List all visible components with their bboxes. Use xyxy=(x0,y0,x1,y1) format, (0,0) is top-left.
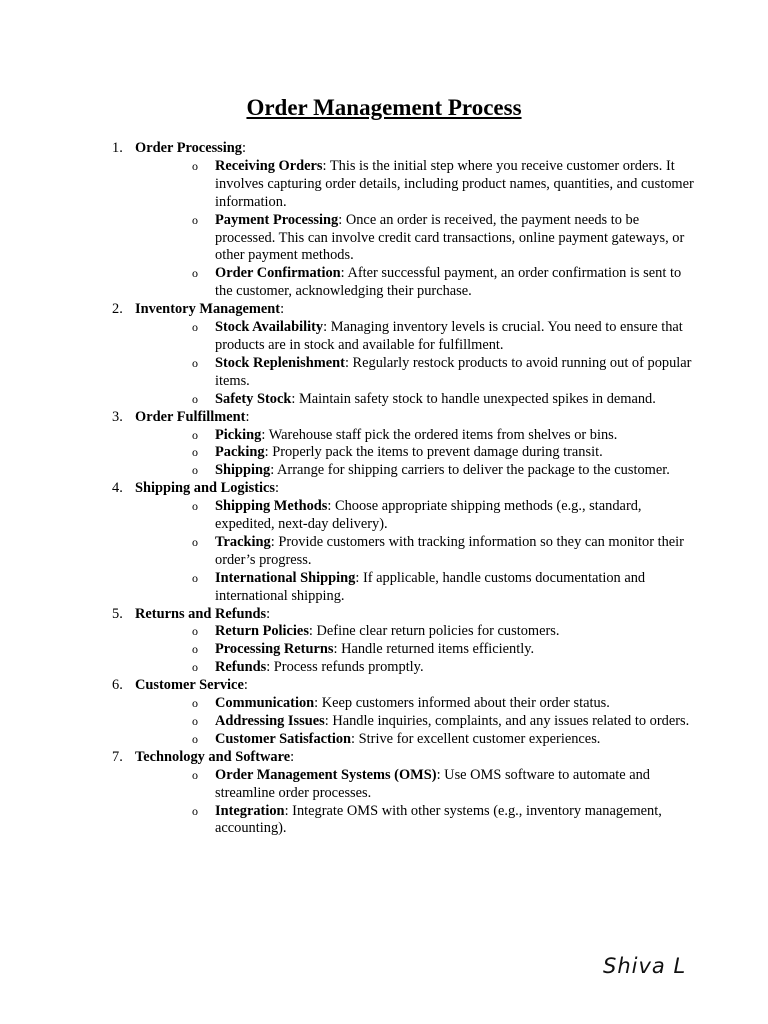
section-item xyxy=(100,140,700,301)
list-item: o Shipping: Arrange for shipping carriers to deliver the package to the customer. xyxy=(192,462,670,479)
circle-bullet-icon: o xyxy=(192,320,198,335)
section-item xyxy=(100,677,700,749)
subitem-list xyxy=(135,623,700,677)
circle-bullet-icon: o xyxy=(192,570,198,585)
list-item: o Communication: Keep customers informed about their order status. xyxy=(192,695,610,712)
item-term: Packing xyxy=(215,444,265,461)
section-item xyxy=(100,301,700,408)
circle-bullet-icon: o xyxy=(192,463,198,478)
subitem-list xyxy=(135,695,700,749)
circle-bullet-icon: o xyxy=(192,427,198,442)
list-item: o Customer Satisfaction: Strive for excellent customer experiences. xyxy=(192,730,601,747)
section-item xyxy=(100,480,700,605)
item-term: Order Confirmation xyxy=(215,265,341,282)
section-number: 3. xyxy=(112,408,123,425)
circle-bullet-icon: o xyxy=(192,714,198,728)
page-title: Order Management Process xyxy=(246,95,522,120)
circle-bullet-icon: o xyxy=(192,499,198,514)
list-item: o Safety Stock: Maintain safety stock to handle unexpected spikes in demand. xyxy=(192,390,656,407)
list-item: o Addressing Issues: Handle inquiries, complaints, and any issues related to orders. xyxy=(192,713,690,729)
subitem-list xyxy=(135,158,700,301)
section-number: 5. xyxy=(112,605,123,622)
circle-bullet-icon: o xyxy=(192,212,198,227)
list-item: o Order Management Systems (OMS): Use OMS software to automate and streamline order processes. xyxy=(192,766,650,801)
circle-bullet-icon: o xyxy=(192,731,198,746)
circle-bullet-icon: o xyxy=(192,767,198,782)
item-term: Receiving Orders xyxy=(215,157,323,174)
list-item: o International Shipping: If applicable, handle customs documentation and international shipping. xyxy=(192,569,646,604)
item-term: Payment Processing xyxy=(215,211,339,228)
item-text: Regularly restock products to avoid running out of popular items. xyxy=(215,354,692,389)
item-text: After successful payment, an order confirmation is sent to the customer, acknowledging their purchase. xyxy=(215,265,682,300)
circle-bullet-icon: o xyxy=(192,642,198,657)
list-item: o Refunds: Process refunds promptly. xyxy=(192,659,424,676)
item-text: Handle returned items efficiently. xyxy=(341,641,535,658)
section-number: 2. xyxy=(112,301,123,318)
list-item: o Order Confirmation: After successful payment, an order confirmation is sent to the customer, acknowledging their purchase. xyxy=(192,265,682,300)
section-number: 7. xyxy=(112,748,123,765)
item-text: Handle inquiries, complaints, and any issues related to orders. xyxy=(332,713,690,729)
circle-bullet-icon: o xyxy=(192,696,198,711)
section-heading: Shipping and Logistics: xyxy=(135,480,279,497)
item-text: Arrange for shipping carriers to deliver the package to the customer. xyxy=(277,462,670,479)
item-text: Managing inventory levels is crucial. You need to ensure that products are in stock and available for fulfillment. xyxy=(215,319,683,353)
item-text: Properly pack the items to prevent damage during transit. xyxy=(272,444,603,461)
item-text: Choose appropriate shipping methods (e.g., standard, expedited, next-day delivery). xyxy=(215,498,642,533)
item-text: Define clear return policies for customers. xyxy=(316,623,560,640)
circle-bullet-icon: o xyxy=(192,391,198,406)
signature: Shiva L xyxy=(603,954,687,978)
item-term: Shipping xyxy=(215,462,271,479)
list-item: o Stock Availability: Managing inventory levels is crucial. You need to ensure that products are in stock and available for fulfillment. xyxy=(192,319,683,353)
circle-bullet-icon: o xyxy=(192,803,198,818)
section-item xyxy=(100,409,700,481)
item-text: Provide customers with tracking information so they can monitor their order’s progress. xyxy=(215,533,684,568)
item-text: Use OMS software to automate and streamline order processes. xyxy=(215,766,650,801)
subitem-list xyxy=(135,319,700,409)
section-heading: Order Fulfillment: xyxy=(135,408,250,425)
item-term: Safety Stock xyxy=(215,390,292,407)
item-text: Once an order is received, the payment needs to be processed. This can involve credit card transactions, online payment gateways, or other payment methods. xyxy=(215,211,685,264)
section-number: 1. xyxy=(112,140,123,156)
subitem-list xyxy=(135,498,700,605)
circle-bullet-icon: o xyxy=(192,660,198,675)
item-term: Order Management Systems (OMS) xyxy=(215,766,437,783)
item-term: Shipping Methods xyxy=(215,498,328,515)
circle-bullet-icon: o xyxy=(192,534,198,549)
list-item: o Return Policies: Define clear return policies for customers. xyxy=(192,623,560,640)
list-item: o Integration: Integrate OMS with other systems (e.g., inventory management, accounting). xyxy=(192,802,662,837)
list-item: o Payment Processing: Once an order is received, the payment needs to be processed. This can involve credit card transactions, online payment gateways, or other payment methods. xyxy=(192,211,685,264)
list-item: o Packing: Properly pack the items to prevent damage during transit. xyxy=(192,444,603,461)
item-term: Stock Replenishment xyxy=(215,354,345,371)
list-item: o Stock Replenishment: Regularly restock products to avoid running out of popular items. xyxy=(192,354,692,389)
circle-bullet-icon: o xyxy=(192,266,198,281)
list-item: o Receiving Orders: This is the initial step where you receive customer orders. It involves capturing order details, including product names, quantities, and customer information. xyxy=(192,157,694,210)
item-term: Picking xyxy=(215,426,262,443)
subitem-list xyxy=(135,427,700,481)
item-term: International Shipping xyxy=(215,569,356,586)
section-heading: Order Processing: xyxy=(135,140,246,156)
circle-bullet-icon: o xyxy=(192,158,198,173)
section-item xyxy=(100,606,700,678)
item-text: If applicable, handle customs documentation and international shipping. xyxy=(215,569,646,604)
item-text: Integrate OMS with other systems (e.g., inventory management, accounting). xyxy=(215,802,662,837)
item-text: Strive for excellent customer experiences. xyxy=(358,730,601,747)
section-list xyxy=(100,140,700,838)
item-term: Communication xyxy=(215,695,315,712)
section-number: 4. xyxy=(112,480,123,497)
subitem-list xyxy=(135,767,700,839)
item-term: Stock Availability xyxy=(215,319,324,336)
item-term: Return Policies xyxy=(215,623,309,640)
list-item: o Processing Returns: Handle returned items efficiently. xyxy=(192,641,535,658)
list-item: o Tracking: Provide customers with tracking information so they can monitor their order’s progress. xyxy=(192,533,684,568)
item-text: Maintain safety stock to handle unexpected spikes in demand. xyxy=(298,390,656,407)
section-heading: Returns and Refunds: xyxy=(135,605,271,622)
circle-bullet-icon: o xyxy=(192,445,198,460)
list-item: o Picking: Warehouse staff pick the ordered items from shelves or bins. xyxy=(192,426,618,443)
item-term: Tracking xyxy=(215,533,271,550)
section-heading: Inventory Management: xyxy=(135,301,285,318)
list-item: o Shipping Methods: Choose appropriate shipping methods (e.g., standard, expedited, next-day delivery). xyxy=(192,498,642,533)
circle-bullet-icon: o xyxy=(192,624,198,639)
section-heading: Technology and Software: xyxy=(135,748,295,765)
item-text: Process refunds promptly. xyxy=(273,659,424,676)
item-text: Keep customers informed about their order status. xyxy=(321,695,610,712)
item-term: Customer Satisfaction xyxy=(215,730,352,747)
item-term: Refunds xyxy=(215,659,267,676)
item-term: Addressing Issues xyxy=(215,713,325,729)
item-term: Integration xyxy=(215,802,285,819)
section-heading: Customer Service: xyxy=(135,677,248,694)
item-text: Warehouse staff pick the ordered items from shelves or bins. xyxy=(268,426,618,443)
item-text: This is the initial step where you receive customer orders. It involves capturing order details, including product names, quantities, and customer information. xyxy=(215,157,694,210)
section-item xyxy=(100,749,700,839)
section-number: 6. xyxy=(112,677,123,694)
item-term: Processing Returns xyxy=(215,641,334,658)
circle-bullet-icon: o xyxy=(192,355,198,370)
